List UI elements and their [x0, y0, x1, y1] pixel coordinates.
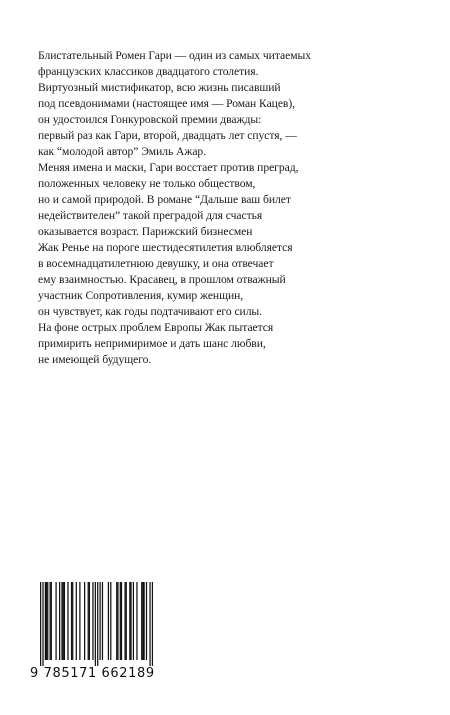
barcode-bar — [45, 582, 46, 660]
blurb-line: первый раз как Гари, второй, двадцать лет спустя, — — [38, 129, 297, 142]
barcode-bar — [108, 582, 109, 660]
barcode-bar — [130, 582, 131, 660]
blurb-line: французских классиков двадцатого столетия. — [38, 65, 259, 78]
blurb-line: но и самой природой. В романе “Дальше ваш билет — [38, 193, 291, 206]
barcode-bar — [121, 582, 122, 660]
barcode-bar — [46, 582, 47, 660]
barcode-bar — [116, 582, 117, 660]
barcode-guard-bar — [97, 582, 98, 666]
blurb-line: Меняя имена и маски, Гари восстает против преград, — [38, 161, 299, 174]
barcode-bar — [120, 582, 121, 660]
blurb-line: оказывается возраст. Парижский бизнесмен — [38, 225, 253, 238]
barcode-bar — [67, 582, 68, 660]
blurb-line: примирить непримиримое и дать шанс любви, — [38, 337, 266, 350]
barcode-bar — [129, 582, 130, 660]
barcode-bar — [88, 582, 89, 660]
blurb-line: Виртуозный мистификатор, всю жизнь писавший — [38, 81, 281, 94]
barcode-guard-bar — [152, 582, 153, 666]
barcode-bar — [89, 582, 90, 660]
blurb-line: Жак Ренье на пороге шестидесятилетия влюбляется — [38, 241, 293, 254]
barcode-bar — [141, 582, 142, 660]
barcode-bar — [92, 582, 93, 660]
isbn-barcode — [30, 582, 160, 692]
barcode-bar — [84, 582, 85, 660]
barcode-bar — [133, 582, 134, 660]
barcode-bar — [124, 582, 125, 660]
barcode-guard-bar — [95, 582, 96, 666]
blurb-line: в восемнадцатилетнюю девушку, и она отвечает — [38, 257, 274, 270]
barcode-bar — [146, 582, 147, 660]
barcode-bar — [55, 582, 56, 660]
blurb-line: он чувствует, как годы подтачивают его силы. — [38, 305, 263, 318]
barcode-guard-bar — [149, 582, 150, 666]
blurb-text — [38, 48, 378, 368]
barcode-bar — [64, 582, 65, 660]
barcode-bar — [72, 582, 73, 660]
barcode-bar — [47, 582, 48, 660]
barcode-bar — [61, 582, 62, 660]
blurb-line: На фоне острых проблем Европы Жак пытается — [38, 321, 274, 334]
barcode-bar — [99, 582, 100, 660]
barcode-bar — [110, 582, 111, 660]
blurb-line: ему взаимностью. Красавец, в прошлом отважный — [38, 273, 286, 286]
barcode-bar — [142, 582, 143, 660]
blurb-line: Блистательный Ромен Гари — один из самых читаемых — [38, 49, 311, 62]
barcode-guard-bar — [40, 582, 41, 666]
barcode-bars — [40, 582, 153, 666]
barcode-bar — [79, 582, 80, 660]
isbn-number: 9 785171 662189 — [30, 666, 155, 681]
barcode-bar — [51, 582, 52, 660]
blurb-line: недействителен” такой преградой для счастья — [38, 209, 263, 222]
barcode-bar — [117, 582, 118, 660]
blurb-line: как “молодой автор” Эмиль Ажар. — [38, 145, 207, 158]
barcode-bar — [59, 582, 60, 660]
barcode-bar — [102, 582, 103, 660]
barcode-bar — [50, 582, 51, 660]
blurb-line: не имеющей будущего. — [38, 353, 152, 366]
barcode-bar — [76, 582, 77, 660]
barcode-guard-bar — [42, 582, 43, 666]
barcode-bar — [63, 582, 64, 660]
blurb-line: положенных человеку не только обществом, — [38, 177, 256, 190]
barcode-bar — [126, 582, 127, 660]
blurb-line: он удостоился Гонкуровской премии дважды: — [38, 113, 262, 126]
barcode-bar — [71, 582, 72, 660]
barcode-bar — [136, 582, 137, 660]
blurb-line: участник Сопротивления, кумир женщин, — [38, 289, 244, 302]
blurb-line: под псевдонимами (настоящее имя — Роман Кацев), — [38, 97, 295, 110]
barcode-bar — [143, 582, 144, 660]
